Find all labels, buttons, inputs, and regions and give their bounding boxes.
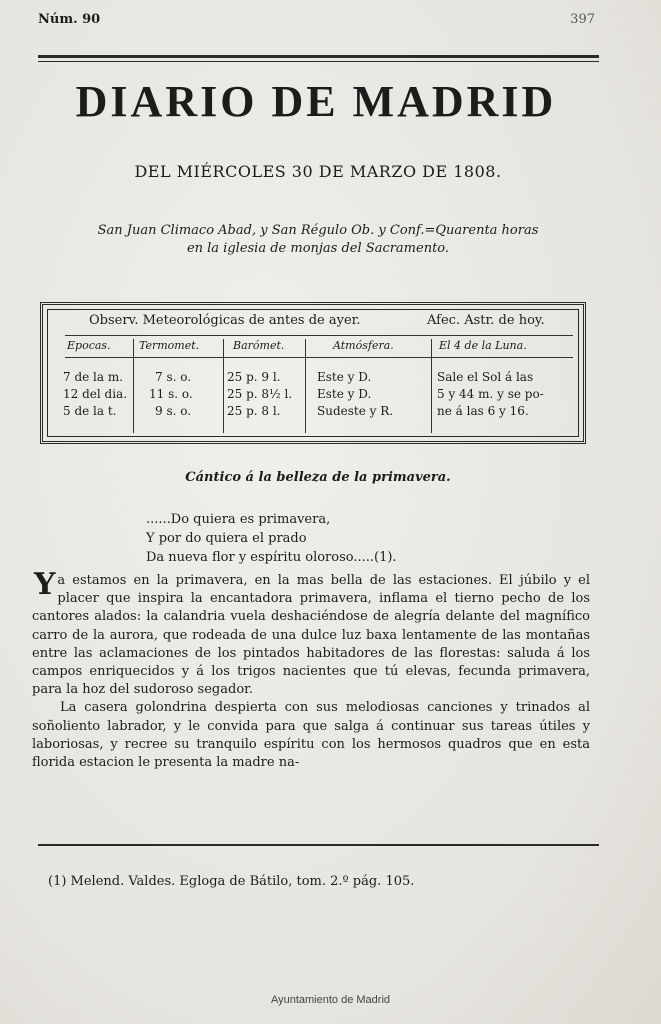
drop-cap: Y	[34, 567, 56, 602]
saints-of-day	[48, 222, 588, 258]
row1-epoca: 7 de la m.	[63, 370, 124, 384]
col-sep-1	[133, 339, 134, 433]
astro-line-3: ne á las 6 y 16.	[437, 404, 529, 418]
top-rule-thin	[38, 61, 599, 62]
col-sep-3	[305, 339, 306, 433]
page-number: 397	[570, 12, 595, 27]
weather-table	[40, 302, 586, 444]
footnote: (1) Melend. Valdes. Egloga de Bátilo, tom. 2.º pág. 105.	[48, 874, 415, 889]
top-rule	[38, 55, 599, 58]
article-title: Cántico á la belleza de la primavera.	[185, 470, 451, 485]
row3-epoca: 5 de la t.	[63, 404, 117, 418]
col-termomet: Termomet.	[139, 339, 200, 352]
col-atmosfera: Atmósfera.	[333, 339, 394, 352]
col-epocas: Epocas.	[67, 339, 111, 352]
verse-line-2: Y por do quiera el prado	[146, 531, 307, 546]
paragraph-1-text: a estamos en la primavera, en la mas bella de las estaciones. El júbilo y el placer que inspira la encantadora primavera, inflama el tierno pecho de los cantores alados: la calandria vuela deshaciéndose de alegría delante del magnífico carro de la aurora, que rodeada de una dulce luz baxa lentamente de las montañas entre las aclamaciones de los pintados habitadores de las florestas: saluda á los campos enriquecidos y á los trigos nacientes que tú elevas, fecunda primavera, para la hoz del sudoroso segador.	[32, 573, 590, 698]
epigraph-verse	[146, 510, 397, 567]
col-sep-2	[223, 339, 224, 433]
row3-baro: 25 p. 8 l.	[227, 404, 281, 418]
astro-title: Afec. Astr. de hoy.	[427, 313, 545, 328]
weather-title: Observ. Meteorológicas de antes de ayer.	[89, 313, 361, 328]
col-luna: El 4 de la Luna.	[439, 339, 527, 352]
row1-baro: 25 p. 9 l.	[227, 370, 281, 384]
row2-termo: 11 s. o.	[149, 387, 193, 401]
row2-atmos: Este y D.	[317, 387, 372, 401]
issue-number: Núm. 90	[38, 12, 101, 27]
astro-line-1: Sale el Sol á las	[437, 370, 534, 384]
saints-line-1: San Juan Climaco Abad, y San Régulo Ob. y Conf.=Quarenta horas	[97, 223, 539, 238]
dateline: DEL MIÉRCOLES 30 DE MARZO DE 1808.	[134, 162, 502, 181]
row2-epoca: 12 del dia.	[63, 387, 128, 401]
col-baromet: Barómet.	[233, 339, 285, 352]
verse-line-1: ......Do quiera es primavera,	[146, 512, 331, 527]
astro-line-2: 5 y 44 m. y se po-	[437, 387, 544, 401]
col-sep-4	[431, 339, 432, 433]
saints-line-2: en la iglesia de monjas del Sacramento.	[186, 241, 450, 256]
row3-atmos: Sudeste y R.	[317, 404, 394, 418]
row3-termo: 9 s. o.	[155, 404, 192, 418]
masthead-title: DIARIO DE MADRID	[75, 77, 557, 126]
row1-atmos: Este y D.	[317, 370, 372, 384]
footnote-rule	[38, 844, 599, 846]
article-body	[32, 567, 590, 772]
column-divider	[65, 357, 573, 358]
row2-baro: 25 p. 8½ l.	[227, 387, 293, 401]
paragraph-2: La casera golondrina despierta con sus melodiosas canciones y trinados al soñoliento labrador, y le convida para que salga á continuar sus tareas útiles y laboriosas, y recree su tranquilo espíritu con los hermosos quadros que en esta florida estacion le presenta la madre na-	[32, 700, 590, 771]
paragraph-1	[32, 567, 590, 699]
archive-watermark: Ayuntamiento de Madrid	[270, 994, 391, 1006]
verse-line-3: Da nueva flor y espíritu oloroso.....(1).	[146, 550, 397, 565]
row1-termo: 7 s. o.	[155, 370, 192, 384]
header-divider	[65, 335, 573, 336]
